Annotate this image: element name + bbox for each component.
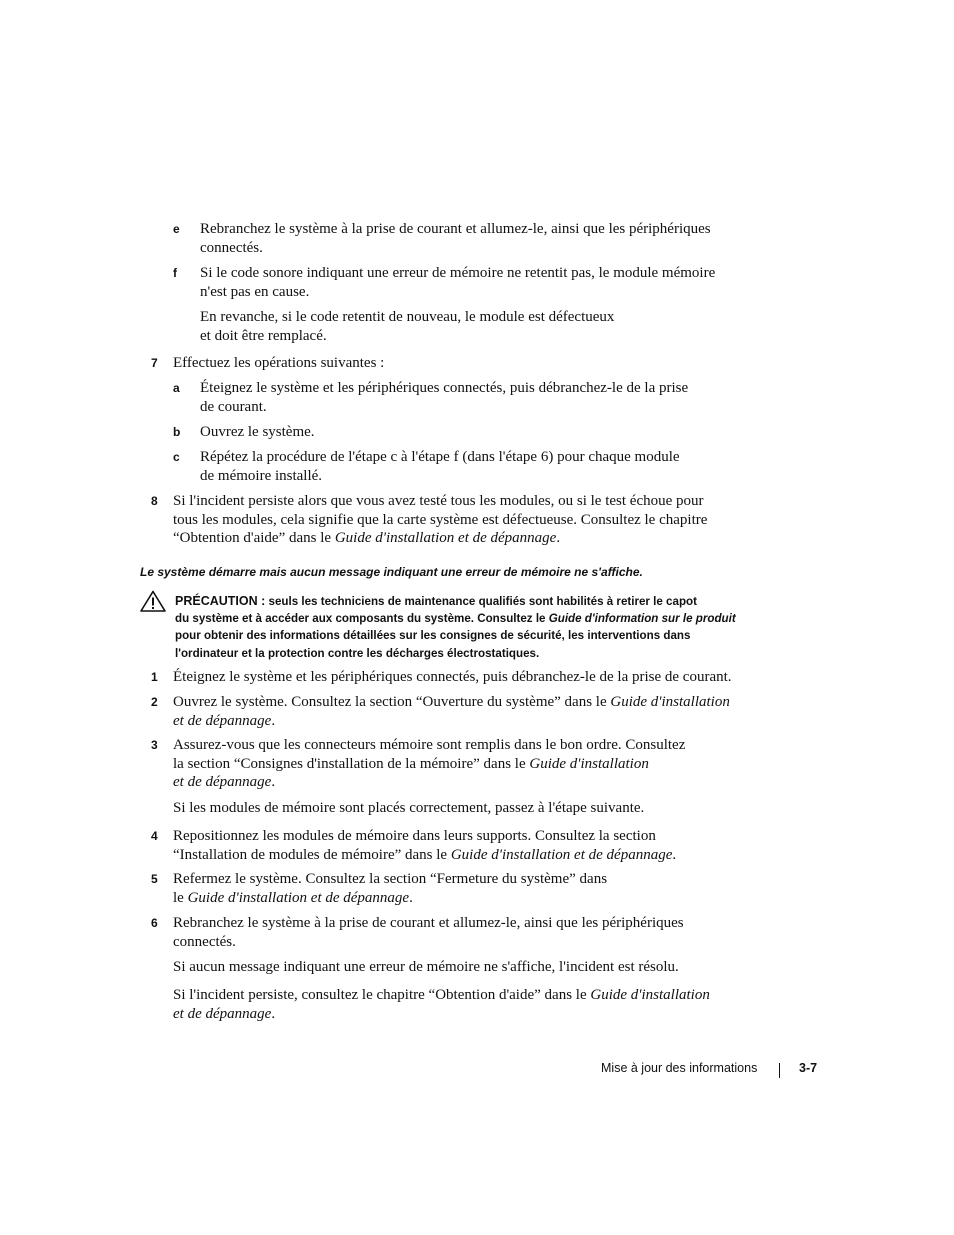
caution-line	[175, 647, 539, 660]
document-title-ref: Guide d'installation	[590, 987, 710, 1003]
text-line	[200, 308, 614, 327]
text-run: .	[271, 712, 276, 729]
step-marker: 6	[151, 916, 158, 930]
text-run: Répétez la procédure de l'étape c à l'étape f (dans l'étape 6) pour chaque module	[200, 449, 680, 465]
text-line	[200, 283, 715, 302]
page-number: 3-7	[799, 1061, 818, 1075]
text-run: .	[409, 889, 413, 906]
step-marker: c	[173, 450, 180, 464]
step-text	[200, 448, 680, 485]
step-text	[173, 354, 384, 373]
step-text	[173, 914, 684, 951]
step-marker: a	[173, 381, 180, 395]
text-line	[173, 933, 684, 952]
text-run: seuls les techniciens de maintenance qualifiés sont habilités à retirer le capot	[265, 595, 697, 608]
step-paragraph	[173, 799, 644, 818]
step-text	[200, 379, 688, 416]
text-run: Repositionnez les modules de mémoire dans leurs supports. Consultez la section	[173, 828, 656, 844]
step-marker: 7	[151, 356, 158, 370]
text-line	[173, 799, 644, 818]
text-line	[200, 264, 715, 283]
text-line	[200, 398, 688, 417]
text-run: la section “Consignes d'installation de la mémoire” dans le	[173, 755, 530, 772]
text-run: Si aucun message indiquant une erreur de mémoire ne s'affiche, l'incident est résolu.	[173, 959, 679, 975]
step-text	[173, 870, 607, 907]
text-run: .	[271, 1005, 276, 1022]
text-run: Effectuez les opérations suivantes :	[173, 355, 385, 371]
text-run: Rebranchez le système à la prise de courant et allumez-le, ainsi que les périphériques	[200, 221, 711, 237]
step-text	[200, 423, 315, 442]
document-title-ref: Guide d'installation	[610, 694, 730, 710]
text-line	[200, 423, 315, 442]
text-run: .	[556, 530, 561, 546]
text-line	[200, 327, 614, 346]
text-line	[200, 448, 680, 467]
document-title-ref: et de dépannage	[173, 774, 272, 790]
step-marker: e	[173, 222, 180, 236]
text-line	[200, 467, 680, 486]
document-title-ref: et de dépannage	[173, 712, 272, 729]
text-run: Ouvrez le système. Consultez la section “Ouverture du système” dans le	[173, 694, 611, 710]
text-line	[173, 354, 384, 373]
text-run: Si les modules de mémoire sont placés correctement, passez à l'étape suivante.	[173, 800, 645, 816]
document-title-ref: et de dépannage	[173, 1005, 272, 1022]
text-line	[173, 668, 732, 687]
text-run: tous les modules, cela signifie que la carte système est défectueuse. Consultez le chapitre	[173, 511, 708, 528]
step-paragraph	[200, 308, 614, 345]
text-line	[173, 773, 685, 792]
text-run: En revanche, si le code retentit de nouveau, le module est défectueux	[200, 309, 615, 325]
text-run: de mémoire installé.	[200, 467, 323, 484]
text-line	[173, 958, 679, 977]
text-run: Ouvrez le système.	[200, 424, 315, 440]
caution-line	[175, 629, 690, 642]
caution-line	[265, 595, 697, 608]
text-line	[200, 220, 711, 239]
text-line	[173, 914, 684, 933]
text-run: “Installation de modules de mémoire” dans le	[173, 846, 451, 863]
text-line	[173, 492, 707, 511]
text-run: connectés.	[173, 933, 236, 950]
text-run: connectés.	[200, 239, 263, 256]
text-line	[173, 712, 730, 731]
step-marker: 1	[151, 670, 158, 684]
text-run: Si le code sonore indiquant une erreur de mémoire ne retentit pas, le module mémoire	[200, 265, 716, 281]
text-run: Éteignez le système et les périphériques connectés, puis débranchez-le de la prise	[200, 380, 689, 396]
footer-section-title: Mise à jour des informations	[601, 1061, 758, 1075]
document-title-ref: Guide d'installation et de dépannage	[334, 530, 557, 546]
document-title-ref: Guide d'installation et de dépannage	[450, 846, 673, 863]
step-marker: b	[173, 425, 181, 439]
step-text	[200, 220, 711, 257]
text-run: Éteignez le système et les périphériques connectés, puis débranchez-le de la prise de courant.	[173, 669, 732, 685]
text-run: .	[672, 846, 677, 863]
text-line	[173, 870, 607, 889]
text-line	[173, 1005, 710, 1024]
text-run: Si l'incident persiste alors que vous avez testé tous les modules, ou si le test échoue pour	[173, 493, 704, 509]
text-line	[200, 239, 711, 258]
step-text	[173, 668, 732, 687]
text-line	[173, 889, 607, 908]
caution-label: PRÉCAUTION :	[175, 594, 266, 608]
text-run: de courant.	[200, 398, 267, 415]
text-line	[173, 846, 676, 865]
step-text	[200, 264, 715, 301]
text-run: .	[271, 774, 276, 790]
step-text	[173, 827, 676, 864]
text-line	[173, 827, 676, 846]
section-heading: Le système démarre mais aucun message indiquant une erreur de mémoire ne s'affiche.	[140, 565, 643, 579]
text-run: Assurez-vous que les connecteurs mémoire sont remplis dans le bon ordre. Consultez	[173, 737, 686, 753]
step-marker: 2	[151, 695, 158, 709]
step-text	[173, 693, 730, 730]
text-line	[173, 529, 707, 548]
text-run: pour obtenir des informations détaillées sur les consignes de sécurité, les interventions dans	[175, 629, 691, 643]
step-marker: 8	[151, 494, 158, 508]
text-run: Rebranchez le système à la prise de courant et allumez-le, ainsi que les périphériques	[173, 915, 684, 931]
step-paragraph	[173, 958, 679, 977]
text-line	[173, 736, 685, 755]
document-title-ref: Guide d'information sur le produit	[548, 612, 736, 626]
text-line	[173, 986, 710, 1005]
caution-line	[175, 612, 736, 625]
warning-triangle-icon	[140, 590, 166, 612]
text-line	[173, 511, 707, 530]
document-title-ref: Guide d'installation	[529, 755, 649, 772]
text-line	[173, 755, 685, 774]
footer-divider	[779, 1063, 780, 1078]
text-run: “Obtention d'aide” dans le	[173, 530, 335, 546]
step-marker: 4	[151, 829, 158, 843]
step-marker: 3	[151, 738, 158, 752]
step-marker: f	[173, 266, 177, 280]
text-run: et doit être remplacé.	[200, 327, 327, 344]
step-text	[173, 492, 707, 548]
document-title-ref: Guide d'installation et de dépannage	[187, 889, 410, 906]
step-marker: 5	[151, 872, 158, 886]
text-run: l'ordinateur et la protection contre les décharges électrostatiques.	[175, 646, 540, 660]
text-run: n'est pas en cause.	[200, 283, 310, 300]
text-run: Si l'incident persiste, consultez le chapitre “Obtention d'aide” dans le	[173, 987, 591, 1003]
text-line	[173, 693, 730, 712]
text-run: du système et à accéder aux composants du système. Consultez le	[175, 612, 549, 626]
step-text	[173, 736, 685, 792]
text-line	[200, 379, 688, 398]
caution-notice	[175, 593, 736, 662]
step-paragraph	[173, 986, 710, 1023]
text-run: le	[173, 889, 188, 906]
text-run: Refermez le système. Consultez la section “Fermeture du système” dans	[173, 871, 608, 887]
